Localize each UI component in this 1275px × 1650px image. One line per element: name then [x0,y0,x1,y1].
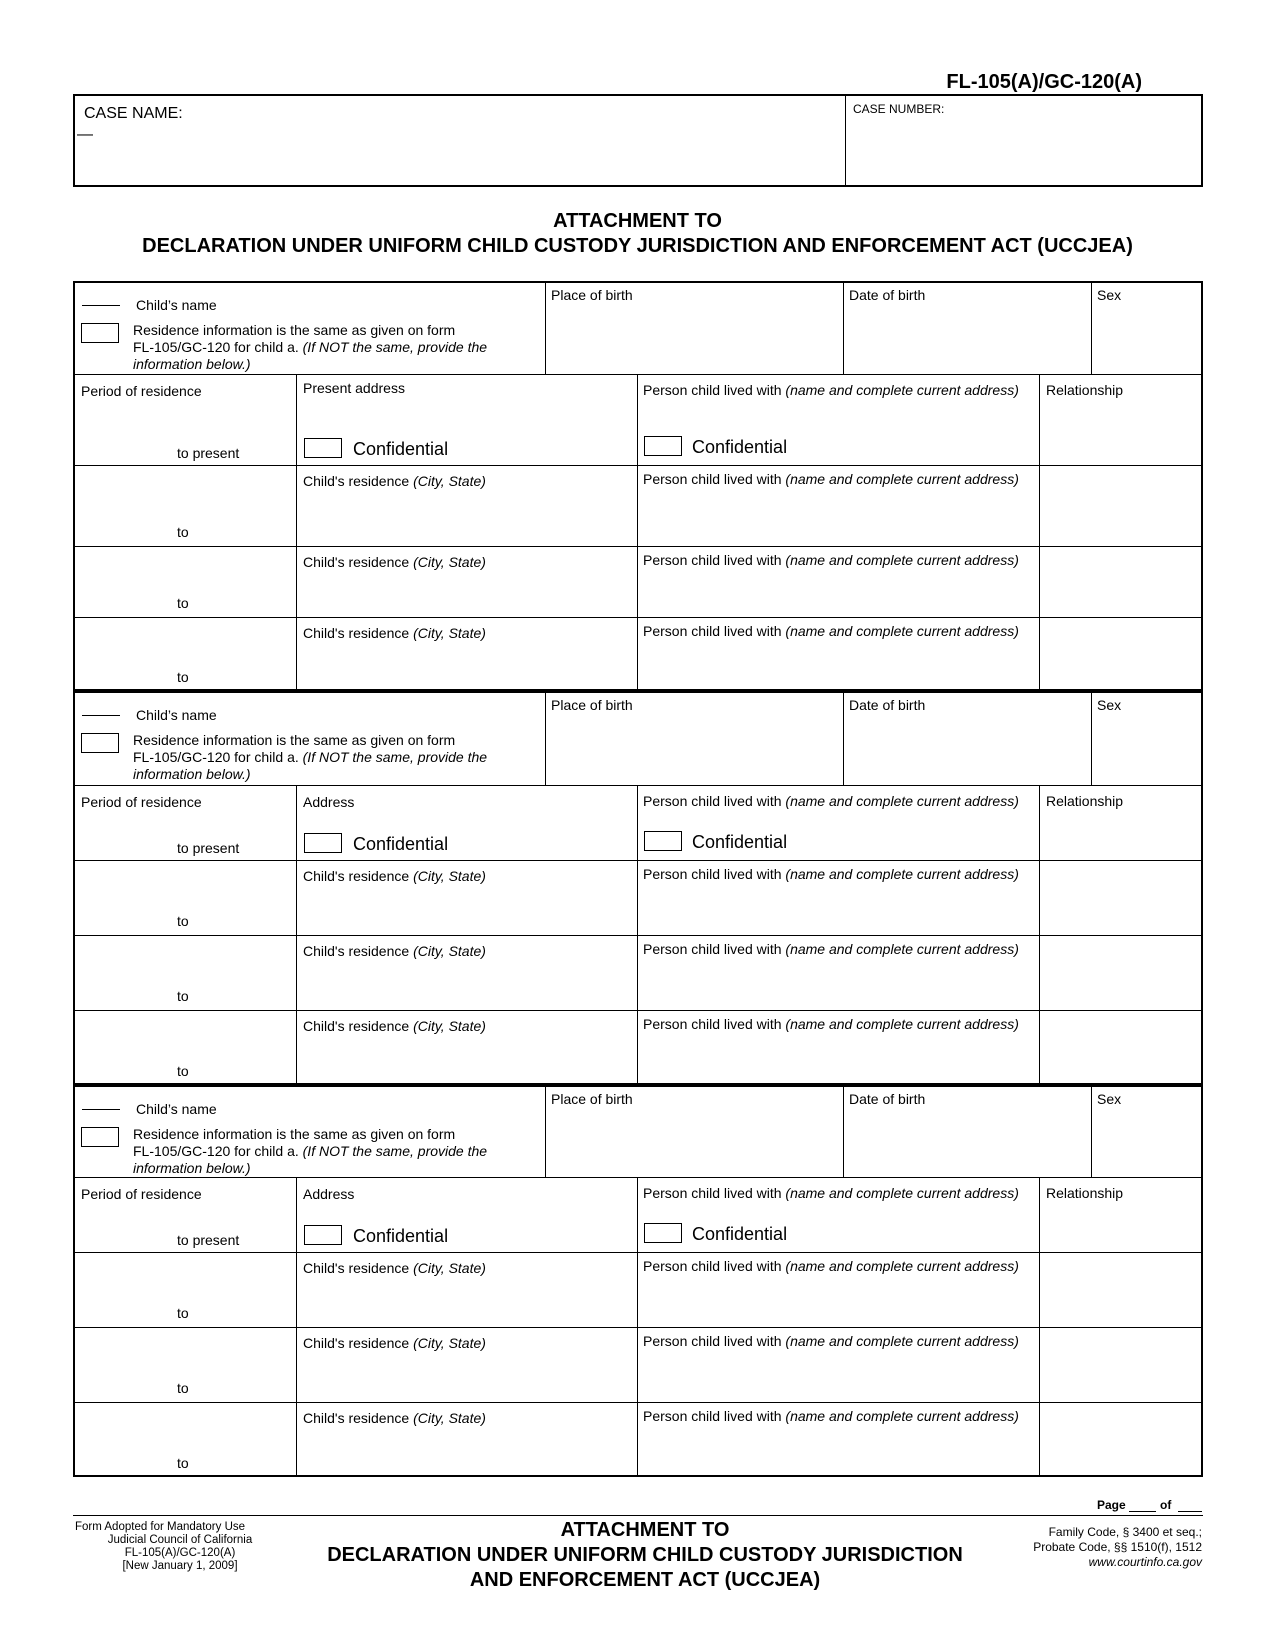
child-1-residence-row-1-address-label [303,380,405,396]
child-3-letter-field[interactable] [82,1109,120,1110]
child-1-residence-row-3-person-label-part: Person child lived with [643,552,786,568]
child-3-residence-row-1-relationship-label [1046,1185,1123,1201]
child-3-residence-row-4-person-label-part: Person child lived with [643,1408,786,1424]
child-2-residence-row-4-to-part: to [177,1063,189,1079]
child-1-residence-row-2-address-field[interactable] [302,493,631,540]
child-3-residence-row-2-person-field[interactable] [643,1280,1033,1321]
child-2-row-rule-1 [73,860,1203,861]
child-1-residence-row-1-person-field[interactable] [643,402,1033,433]
footer-right-2: Probate Code, §§ 1510(f), 1512 [1033,1540,1202,1554]
child-3-residence-row-1-person-confidential-label: Confidential [692,1224,788,1244]
child-1-residence-row-4-relationship-field[interactable] [1045,623,1197,685]
child-3-col-rule-3 [1039,1177,1040,1477]
child-3-residence-row-4-residence-label-part: Child's residence [303,1410,414,1426]
child-2-residence-row-1-person-label-part: (name and complete current address) [785,793,1019,809]
child-1-residence-row-3-to-part: to [177,595,189,611]
child-1-vline-place [545,281,546,374]
child-1-residence-row-1-to-present [177,445,239,461]
child-1-residence-row-3-person-field[interactable] [643,574,1033,611]
child-1-residence-row-4-residence-label-part: Child's residence [303,625,414,641]
form-number: FL-105(A)/GC-120(A) [946,71,1142,93]
child-2-residence-row-4-person-label [643,1016,1019,1032]
child-1-same-line3-part: information below.) [133,356,251,372]
child-1-place-of-birth-label-part: Place of birth [551,287,633,303]
child-1-residence-row-2-person-field[interactable] [643,493,1033,540]
child-2-same-line2-part: (If NOT the same, provide the [302,749,488,765]
child-2-residence-row-1-relationship-label-part: Relationship [1046,793,1124,809]
child-1-residence-row-2-to-part: to [177,524,189,540]
child-2-row-rule-2 [73,935,1203,936]
child-3-residence-row-1-relationship-field[interactable] [1045,1205,1197,1246]
child-1-vline-sex [1091,281,1092,374]
child-3-residence-row-1-relationship-label-part: Relationship [1046,1185,1124,1201]
child-2-residence-row-1-person-label [643,793,1019,809]
child-1-residence-row-3-person-label-part: (name and complete current address) [785,552,1019,568]
child-2-place-of-birth-label-part: Place of birth [551,697,633,713]
child-1-residence-row-1-relationship-label [1046,382,1123,398]
child-3-residence-row-1-person-label-part: (name and complete current address) [785,1185,1019,1201]
child-2-residence-row-3-residence-label [303,943,486,959]
child-1-residence-row-4-residence-label-part: (City, State) [413,625,486,641]
footer-left-3: FL-105(A)/GC-120(A) [124,1547,236,1559]
child-3-residence-row-2-residence-label-part: Child's residence [303,1260,414,1276]
child-2-residence-row-2-person-field[interactable] [643,888,1033,929]
child-1-same-line3 [133,356,251,372]
child-1-residence-row-3-residence-label-part: (City, State) [413,554,486,570]
child-2-residence-row-2-period-field[interactable] [79,866,290,909]
child-3-col-rule-2 [637,1177,638,1477]
child-3-header-rule [73,1177,1203,1178]
child-3-same-line2 [133,1143,487,1159]
child-1-residence-row-1-person-confidential-label: Confidential [692,437,788,457]
child-1-childs-name-field[interactable] [123,285,535,297]
child-3-residence-row-1-person-label [643,1185,1019,1201]
child-2-residence-row-3-person-field[interactable] [643,963,1033,1004]
child-2-sex-label [1097,697,1121,713]
child-3-residence-row-1-address-label-part: Address [303,1186,355,1202]
child-3-residence-row-1-to-present [177,1232,239,1248]
child-2-header-rule [73,785,1203,786]
child-2-residence-row-2-to-part: to [177,913,189,929]
child-3-residence-row-4-period-field[interactable] [79,1408,290,1451]
child-1-residence-row-1-address-confidential-label: Confidential [353,439,449,459]
child-1-vline-date [843,281,844,374]
child-3-sex-field[interactable] [1095,1111,1199,1173]
child-2-residence-row-1-relationship-label [1046,793,1123,809]
child-1-date-of-birth-label [849,287,925,303]
child-2-sex-label-part: Sex [1097,697,1122,713]
child-2-residence-row-4-residence-label-part: (City, State) [413,1018,486,1034]
child-3-date-of-birth-label-part: Date of birth [849,1091,926,1107]
child-2-residence-row-1-address-confidential-checkbox[interactable] [304,833,342,853]
child-2-childs-name-field[interactable] [123,695,535,707]
child-3-place-of-birth-label-part: Place of birth [551,1091,633,1107]
child-2-residence-row-1-period-field[interactable] [79,815,290,836]
child-2-residence-row-2-person-label-part: Person child lived with [643,866,786,882]
case-number-field[interactable] [850,120,1195,180]
child-1-residence-row-2-residence-label-part: Child's residence [303,473,414,489]
child-1-letter-field[interactable] [82,305,120,306]
of-label: of [1160,1498,1172,1512]
child-3-residence-row-1-person-label-part: Person child lived with [643,1185,786,1201]
child-2-residence-row-4-residence-label [303,1018,486,1034]
child-3-vline-date [843,1085,844,1177]
child-3-residence-row-3-person-label-part: (name and complete current address) [785,1333,1019,1349]
child-2-residence-row-1-address-field[interactable] [302,813,631,830]
child-2-residence-row-3-residence-label-part: Child's residence [303,943,414,959]
child-3-residence-row-1-person-confidential-checkbox[interactable] [644,1223,682,1243]
child-1-residence-row-1-period-label [81,383,202,399]
child-2-residence-row-3-to-part: to [177,988,189,1004]
page-title-line2: DECLARATION UNDER UNIFORM CHILD CUSTODY JURISDICTION AND ENFORCEMENT ACT (UCCJEA) [142,235,1133,257]
child-1-residence-row-2-residence-label-part: (City, State) [413,473,486,489]
child-3-date-of-birth-label [849,1091,925,1107]
child-3-residence-row-3-person-field[interactable] [643,1355,1033,1396]
child-3-childs-name-label-part: Child’s name [136,1101,217,1117]
page-title-line1: ATTACHMENT TO [553,210,722,232]
child-1-residence-row-1-address-confidential-checkbox[interactable] [304,438,342,458]
child-3-residence-row-3-relationship-field[interactable] [1045,1333,1197,1396]
child-2-residence-row-3-residence-label-part: (City, State) [413,943,486,959]
child-2-residence-row-3-person-label-part: (name and complete current address) [785,941,1019,957]
child-3-row-rule-1 [73,1252,1203,1253]
child-3-residence-row-1-address-label [303,1186,354,1202]
child-2-residence-row-1-period-label [81,794,202,810]
child-1-row-rule-1 [73,465,1203,466]
child-2-place-of-birth-label [551,697,633,713]
child-3-same-info-checkbox[interactable] [81,1127,119,1147]
child-2-date-of-birth-label [849,697,925,713]
child-2-residence-row-2-residence-label [303,868,486,884]
child-2-col-rule-3 [1039,785,1040,1085]
child-2-same-info-checkbox[interactable] [81,733,119,753]
footer-title-1: ATTACHMENT TO [560,1519,730,1541]
child-1-header-rule [73,374,1203,375]
child-3-residence-row-2-person-label-part: Person child lived with [643,1258,786,1274]
child-3-same-line2-part: FL-105/GC-120 for child a. [133,1143,303,1159]
child-3-sex-label [1097,1091,1121,1107]
child-3-residence-row-3-period-field[interactable] [79,1333,290,1376]
page-number-label [1097,1497,1126,1513]
child-3-row-rule-3 [73,1402,1203,1403]
child-1-residence-row-3-residence-label-part: Child's residence [303,554,414,570]
child-2-residence-row-2-relationship-field[interactable] [1045,866,1197,929]
child-2-residence-row-1-to-present-part: to present [177,840,240,856]
child-3-childs-name-field[interactable] [123,1089,535,1101]
child-2-residence-row-1-address-label [303,794,354,810]
child-1-residence-row-3-person-label [643,552,1019,568]
child-1-same-line1 [133,322,455,338]
child-1-residence-row-3-residence-label [303,554,486,570]
child-3-residence-row-1-period-label-part: Period of residence [81,1186,202,1202]
child-3-residence-row-1-period-field[interactable] [79,1207,290,1228]
footer-left-2: Judicial Council of California [107,1534,253,1546]
child-2-place-of-birth-field[interactable] [549,717,839,781]
child-2-vline-sex [1091,691,1092,785]
child-2-residence-row-1-person-label-part: Person child lived with [643,793,786,809]
child-2-childs-name-label [136,707,217,723]
child-3-same-line3-part: information below.) [133,1160,251,1176]
child-1-residence-row-1-relationship-field[interactable] [1045,402,1197,459]
child-2-residence-row-1-period-label-part: Period of residence [81,794,202,810]
child-2-residence-row-1-person-confidential-checkbox[interactable] [644,831,682,851]
child-1-sex-field[interactable] [1095,307,1199,370]
child-2-residence-row-2-person-label [643,866,1019,882]
child-1-residence-row-1-period-label-part: Period of residence [81,383,202,399]
child-3-residence-row-3-to-part: to [177,1380,189,1396]
child-1-date-of-birth-field[interactable] [847,307,1087,370]
child-1-residence-row-2-person-label-part: (name and complete current address) [785,471,1019,487]
child-1-residence-row-3-address-field[interactable] [302,574,631,611]
child-2-sex-field[interactable] [1095,717,1199,781]
child-3-same-line1-part: Residence information is the same as given on form [133,1126,456,1142]
child-1-residence-row-1-person-label [643,382,1019,398]
child-1-residence-row-4-person-field[interactable] [643,645,1033,685]
child-3-residence-row-4-to [177,1455,189,1471]
child-3-same-line3 [133,1160,251,1176]
child-2-same-line1 [133,732,455,748]
child-2-residence-row-3-person-label-part: Person child lived with [643,941,786,957]
child-1-residence-row-3-period-field[interactable] [79,552,290,591]
child-3-residence-row-4-person-label [643,1408,1019,1424]
child-3-residence-row-1-address-confidential-checkbox[interactable] [304,1225,342,1245]
child-3-date-of-birth-field[interactable] [847,1111,1087,1173]
child-3-residence-row-4-residence-label [303,1410,486,1426]
child-3-sex-label-part: Sex [1097,1091,1122,1107]
child-1-childs-name-label-part: Child’s name [136,297,217,313]
case-name-field[interactable]: — [77,126,93,143]
child-2-row-rule-3 [73,1010,1203,1011]
child-1-col-rule-1 [296,374,297,691]
footer-left-1: Form Adopted for Mandatory Use [75,1521,246,1533]
page-label: Page [1097,1498,1126,1512]
case-number-label: CASE NUMBER: [853,102,945,116]
child-3-residence-row-4-to-part: to [177,1455,189,1471]
child-2-residence-row-4-period-field[interactable] [79,1016,290,1059]
child-3-residence-row-3-to [177,1380,189,1396]
child-3-same-line1 [133,1126,455,1142]
child-2-residence-row-4-address-field[interactable] [302,1038,631,1079]
child-3-residence-row-2-to-part: to [177,1305,189,1321]
child-2-residence-row-3-period-field[interactable] [79,941,290,984]
child-3-vline-sex [1091,1085,1092,1177]
child-2-residence-row-2-residence-label-part: (City, State) [413,868,486,884]
child-3-residence-row-3-address-field[interactable] [302,1355,631,1396]
child-2-col-rule-2 [637,785,638,1085]
child-3-vline-place [545,1085,546,1177]
child-1-same-line2-part: (If NOT the same, provide the [302,339,488,355]
child-2-residence-row-3-relationship-field[interactable] [1045,941,1197,1004]
child-3-place-of-birth-field[interactable] [549,1111,839,1173]
child-1-residence-row-4-person-label-part: (name and complete current address) [785,623,1019,639]
footer-title-3: AND ENFORCEMENT ACT (UCCJEA) [469,1569,821,1591]
child-2-letter-field[interactable] [82,715,120,716]
child-3-residence-row-4-residence-label-part: (City, State) [413,1410,486,1426]
child-3-residence-row-1-address-field[interactable] [302,1205,631,1222]
case-name-label: CASE NAME: [84,105,183,122]
child-1-residence-row-2-person-label-part: Person child lived with [643,471,786,487]
child-3-residence-row-2-residence-label [303,1260,486,1276]
child-1-residence-row-1-address-field[interactable] [302,402,631,435]
child-1-residence-row-4-person-label [643,623,1019,639]
child-3-residence-row-2-period-field[interactable] [79,1258,290,1301]
child-3-residence-row-2-person-label [643,1258,1019,1274]
child-2-residence-row-1-person-confidential-label: Confidential [692,832,788,852]
child-3-residence-row-2-to [177,1305,189,1321]
child-3-residence-row-3-residence-label-part: Child's residence [303,1335,414,1351]
child-3-residence-row-3-person-label [643,1333,1019,1349]
child-1-residence-row-1-person-label-part: Person child lived with [643,382,786,398]
child-2-same-line3 [133,766,251,782]
child-1-residence-row-2-period-field[interactable] [79,471,290,520]
child-2-residence-row-3-address-field[interactable] [302,963,631,1004]
child-1-same-line1-part: Residence information is the same as given on form [133,322,456,338]
child-1-place-of-birth-field[interactable] [549,307,839,370]
child-3-residence-row-3-residence-label-part: (City, State) [413,1335,486,1351]
child-3-row-rule-2 [73,1327,1203,1328]
child-2-same-line2 [133,749,487,765]
page-total-field[interactable] [1178,1511,1202,1512]
child-2-residence-row-3-person-label [643,941,1019,957]
child-3-residence-row-1-to-present-part: to present [177,1232,240,1248]
child-3-residence-row-2-residence-label-part: (City, State) [413,1260,486,1276]
child-3-residence-row-4-person-field[interactable] [643,1430,1033,1471]
child-3-residence-row-3-residence-label [303,1335,486,1351]
child-2-residence-row-4-person-label-part: (name and complete current address) [785,1016,1019,1032]
child-3-residence-row-4-address-field[interactable] [302,1430,631,1471]
child-2-residence-row-4-relationship-field[interactable] [1045,1016,1197,1079]
child-1-residence-row-1-person-label-part: (name and complete current address) [785,382,1019,398]
child-1-residence-row-1-person-confidential-checkbox[interactable] [644,436,682,456]
footer-rule [73,1515,1203,1516]
child-1-residence-row-1-address-label-part: Present address [303,380,405,396]
child-2-residence-row-2-address-field[interactable] [302,888,631,929]
child-2-childs-name-label-part: Child’s name [136,707,217,723]
child-1-residence-row-4-address-field[interactable] [302,645,631,685]
footer-left-4: [New January 1, 2009] [122,1560,238,1572]
case-divider [845,94,846,187]
child-3-residence-row-3-person-label-part: Person child lived with [643,1333,786,1349]
child-1-residence-row-2-person-label [643,471,1019,487]
child-3-place-of-birth-label [551,1091,633,1107]
child-1-residence-row-4-period-field[interactable] [79,623,290,665]
child-3-col-rule-1 [296,1177,297,1477]
child-2-residence-row-3-to [177,988,189,1004]
child-3-residence-row-2-relationship-field[interactable] [1045,1258,1197,1321]
child-2-residence-row-4-person-field[interactable] [643,1038,1033,1079]
footer-right-3: www.courtinfo.ca.gov [1088,1555,1202,1569]
child-1-col-rule-3 [1039,374,1040,691]
child-3-residence-row-1-person-field[interactable] [643,1205,1033,1220]
child-2-residence-row-1-address-label-part: Address [303,794,355,810]
child-1-same-info-checkbox[interactable] [81,323,119,343]
child-3-residence-row-2-address-field[interactable] [302,1280,631,1321]
page-number-field[interactable] [1129,1511,1156,1512]
child-2-residence-row-1-person-field[interactable] [643,813,1033,828]
child-3-childs-name-label [136,1101,217,1117]
child-1-residence-row-3-relationship-field[interactable] [1045,552,1197,611]
child-2-col-rule-1 [296,785,297,1085]
child-1-residence-row-4-to-part: to [177,669,189,685]
child-1-residence-row-4-residence-label [303,625,486,641]
child-2-residence-row-1-address-confidential-label: Confidential [353,834,449,854]
child-2-residence-row-4-to [177,1063,189,1079]
child-1-sex-label [1097,287,1121,303]
child-3-residence-row-4-relationship-field[interactable] [1045,1408,1197,1471]
child-2-residence-row-1-to-present [177,840,239,856]
child-2-same-line2-part: FL-105/GC-120 for child a. [133,749,303,765]
child-1-sex-label-part: Sex [1097,287,1122,303]
child-2-residence-row-2-to [177,913,189,929]
child-1-residence-row-2-to [177,524,189,540]
child-2-same-line1-part: Residence information is the same as given on form [133,732,456,748]
child-1-row-rule-2 [73,546,1203,547]
child-3-residence-row-1-address-confidential-label: Confidential [353,1226,449,1246]
child-2-residence-row-1-relationship-field[interactable] [1045,813,1197,854]
child-3-residence-row-1-period-label [81,1186,202,1202]
child-1-residence-row-2-relationship-field[interactable] [1045,471,1197,540]
child-1-childs-name-label [136,297,217,313]
child-1-col-rule-2 [637,374,638,691]
footer-title-2: DECLARATION UNDER UNIFORM CHILD CUSTODY JURISDICTION [327,1544,963,1566]
child-1-place-of-birth-label [551,287,633,303]
child-1-residence-row-4-person-label-part: Person child lived with [643,623,786,639]
child-1-residence-row-1-period-field[interactable] [79,404,290,441]
child-2-residence-row-4-person-label-part: Person child lived with [643,1016,786,1032]
child-2-vline-date [843,691,844,785]
child-1-residence-row-2-residence-label [303,473,486,489]
child-1-residence-row-3-to [177,595,189,611]
child-1-residence-row-4-to [177,669,189,685]
child-1-row-rule-3 [73,617,1203,618]
child-2-residence-row-2-person-label-part: (name and complete current address) [785,866,1019,882]
child-3-residence-row-2-person-label-part: (name and complete current address) [785,1258,1019,1274]
child-1-date-of-birth-label-part: Date of birth [849,287,926,303]
child-2-residence-row-4-residence-label-part: Child's residence [303,1018,414,1034]
child-1-same-line2 [133,339,487,355]
child-1-residence-row-1-relationship-label-part: Relationship [1046,382,1124,398]
child-2-date-of-birth-field[interactable] [847,717,1087,781]
child-3-residence-row-4-person-label-part: (name and complete current address) [785,1408,1019,1424]
child-2-date-of-birth-label-part: Date of birth [849,697,926,713]
child-2-vline-place [545,691,546,785]
child-2-residence-row-2-residence-label-part: Child's residence [303,868,414,884]
footer-right-1: Family Code, § 3400 et seq.; [1048,1525,1202,1539]
child-3-same-line2-part: (If NOT the same, provide the [302,1143,488,1159]
child-2-same-line3-part: information below.) [133,766,251,782]
child-1-residence-row-1-to-present-part: to present [177,445,240,461]
child-1-same-line2-part: FL-105/GC-120 for child a. [133,339,303,355]
